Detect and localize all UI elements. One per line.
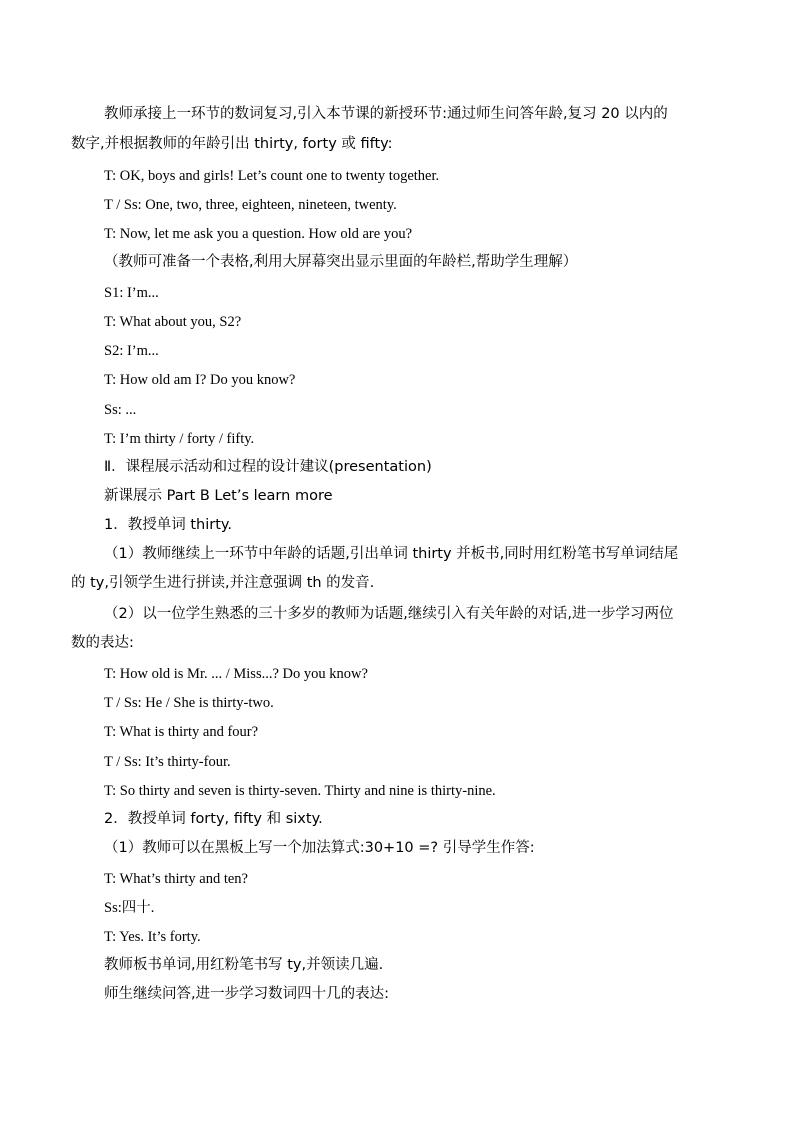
paragraph-line: （1）教师可以在黑板上写一个加法算式:30+10 =? 引导学生作答:: [104, 840, 535, 856]
paragraph-line: 教师板书单词,用红粉笔书写 ty,并领读几遍.: [104, 957, 384, 973]
paragraph-line: 的 ty,引领学生进行拼读,并注意强调 th 的发音.: [71, 575, 375, 591]
dialogue-line: T: Yes. It’s forty.: [104, 929, 201, 945]
dialogue-line: Ss:四十.: [104, 900, 155, 916]
note-line: （教师可准备一个表格,利用大屏幕突出显示里面的年龄栏,帮助学生理解）: [104, 254, 578, 270]
dialogue-line: T: How old am I? Do you know?: [104, 372, 296, 388]
dialogue-line: T: I’m thirty / forty / fifty.: [104, 431, 255, 447]
paragraph-line: 数的表达:: [71, 635, 134, 651]
dialogue-line: T / Ss: It’s thirty-four.: [104, 754, 231, 770]
dialogue-line: T: So thirty and seven is thirty-seven. Thirty and nine is thirty-nine.: [104, 783, 496, 799]
dialogue-line: T: How old is Mr. ... / Miss...? Do you know?: [104, 666, 368, 682]
section-heading: Ⅱ．课程展示活动和过程的设计建议(presentation): [104, 459, 432, 475]
dialogue-line: T: What’s thirty and ten?: [104, 871, 248, 887]
dialogue-line: T / Ss: One, two, three, eighteen, nineteen, twenty.: [104, 197, 397, 213]
dialogue-line: Ss: ...: [104, 402, 137, 418]
paragraph-line: 数字,并根据教师的年龄引出 thirty, forty 或 fifty:: [71, 136, 393, 152]
paragraph-line: （2）以一位学生熟悉的三十多岁的教师为话题,继续引入有关年龄的对话,进一步学习两位: [104, 606, 674, 622]
paragraph-line: （1）教师继续上一环节中年龄的话题,引出单词 thirty 并板书,同时用红粉笔书写单词结尾: [104, 546, 679, 562]
dialogue-line: T: What about you, S2?: [104, 314, 242, 330]
dialogue-line: T: What is thirty and four?: [104, 724, 259, 740]
dialogue-line: T: Now, let me ask you a question. How old are you?: [104, 226, 413, 242]
numbered-item: 1．教授单词 thirty.: [104, 517, 233, 533]
paragraph-line: 师生继续问答,进一步学习数词四十几的表达:: [104, 986, 389, 1002]
paragraph-line: 教师承接上一环节的数词复习,引入本节课的新授环节:通过师生问答年龄,复习 20 以内的: [104, 106, 668, 122]
numbered-item: 2．教授单词 forty, fifty 和 sixty.: [104, 811, 323, 827]
dialogue-line: S1: I’m...: [104, 285, 159, 301]
dialogue-line: T: OK, boys and girls! Let’s count one to twenty together.: [104, 168, 440, 184]
dialogue-line: T / Ss: He / She is thirty-two.: [104, 695, 274, 711]
subsection-heading: 新课展示 Part B Let’s learn more: [104, 488, 333, 504]
dialogue-line: S2: I’m...: [104, 343, 159, 359]
